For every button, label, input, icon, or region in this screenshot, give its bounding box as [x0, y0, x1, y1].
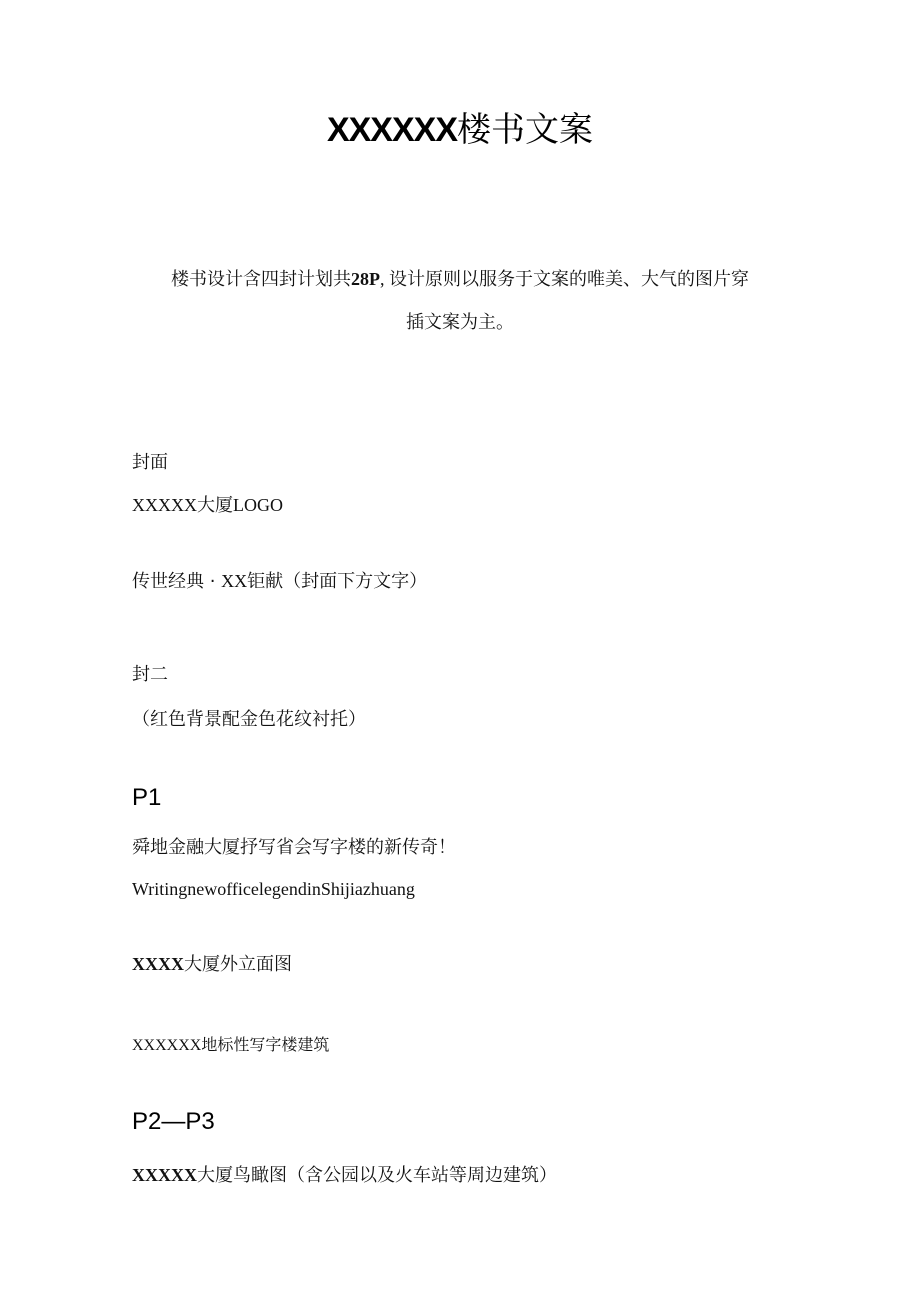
p2p3-aerial-latin: XXXXX [132, 1165, 197, 1185]
cover-tagline-b: 钜献（封面下方文字） [247, 571, 428, 592]
intro-line-2: 插文案为主。 [406, 312, 514, 333]
p1-facade-cjk: 大厦外立面图 [184, 954, 292, 975]
intro-page-count: 28P [351, 269, 380, 289]
p2p3-heading: P2—P3 [132, 1108, 215, 1135]
intro-text-a: 楼书设计含四封计划共 [171, 269, 351, 290]
p1-landmark-cjk: 地标性写字楼建筑 [201, 1035, 330, 1054]
cover-label: 封面 [132, 452, 168, 473]
p1-facade-caption [132, 951, 292, 978]
cover-tagline-a: 传世经典 · [132, 571, 222, 592]
p1-english-tagline: WritingnewofficelegendinShijiazhuang [132, 879, 415, 899]
p2p3-aerial-caption [132, 1162, 557, 1189]
intro-line-1 [0, 266, 920, 293]
p1-facade-latin: XXXX [132, 954, 184, 974]
document-title [0, 108, 920, 152]
p1-headline: 舜地金融大厦抒写省会写字楼的新传奇！ [132, 837, 456, 858]
cover-logo-line [132, 492, 283, 519]
title-latin: XXXXXX [326, 111, 458, 149]
cover2-label: 封二 [132, 664, 168, 685]
p2p3-aerial-cjk: 大厦鸟瞰图（含公园以及火车站等周边建筑） [197, 1165, 557, 1186]
cover2-note: （红色背景配金色花纹衬托） [132, 709, 366, 730]
cover-logo-latin: XXXXX [132, 495, 197, 515]
cover-tagline [132, 568, 427, 595]
p1-heading: P1 [132, 784, 162, 811]
p1-landmark-caption [132, 1034, 329, 1057]
cover-logo-cjk: 大厦 [197, 495, 233, 516]
title-cjk: 楼书文案 [457, 110, 594, 150]
cover-tagline-latin: XX [221, 571, 248, 591]
cover-logo-word: LOGO [233, 495, 283, 515]
p1-landmark-latin: XXXXXX [132, 1037, 202, 1054]
intro-text-b: , 设计原则以服务于文案的唯美、大气的图片穿 [380, 269, 749, 289]
